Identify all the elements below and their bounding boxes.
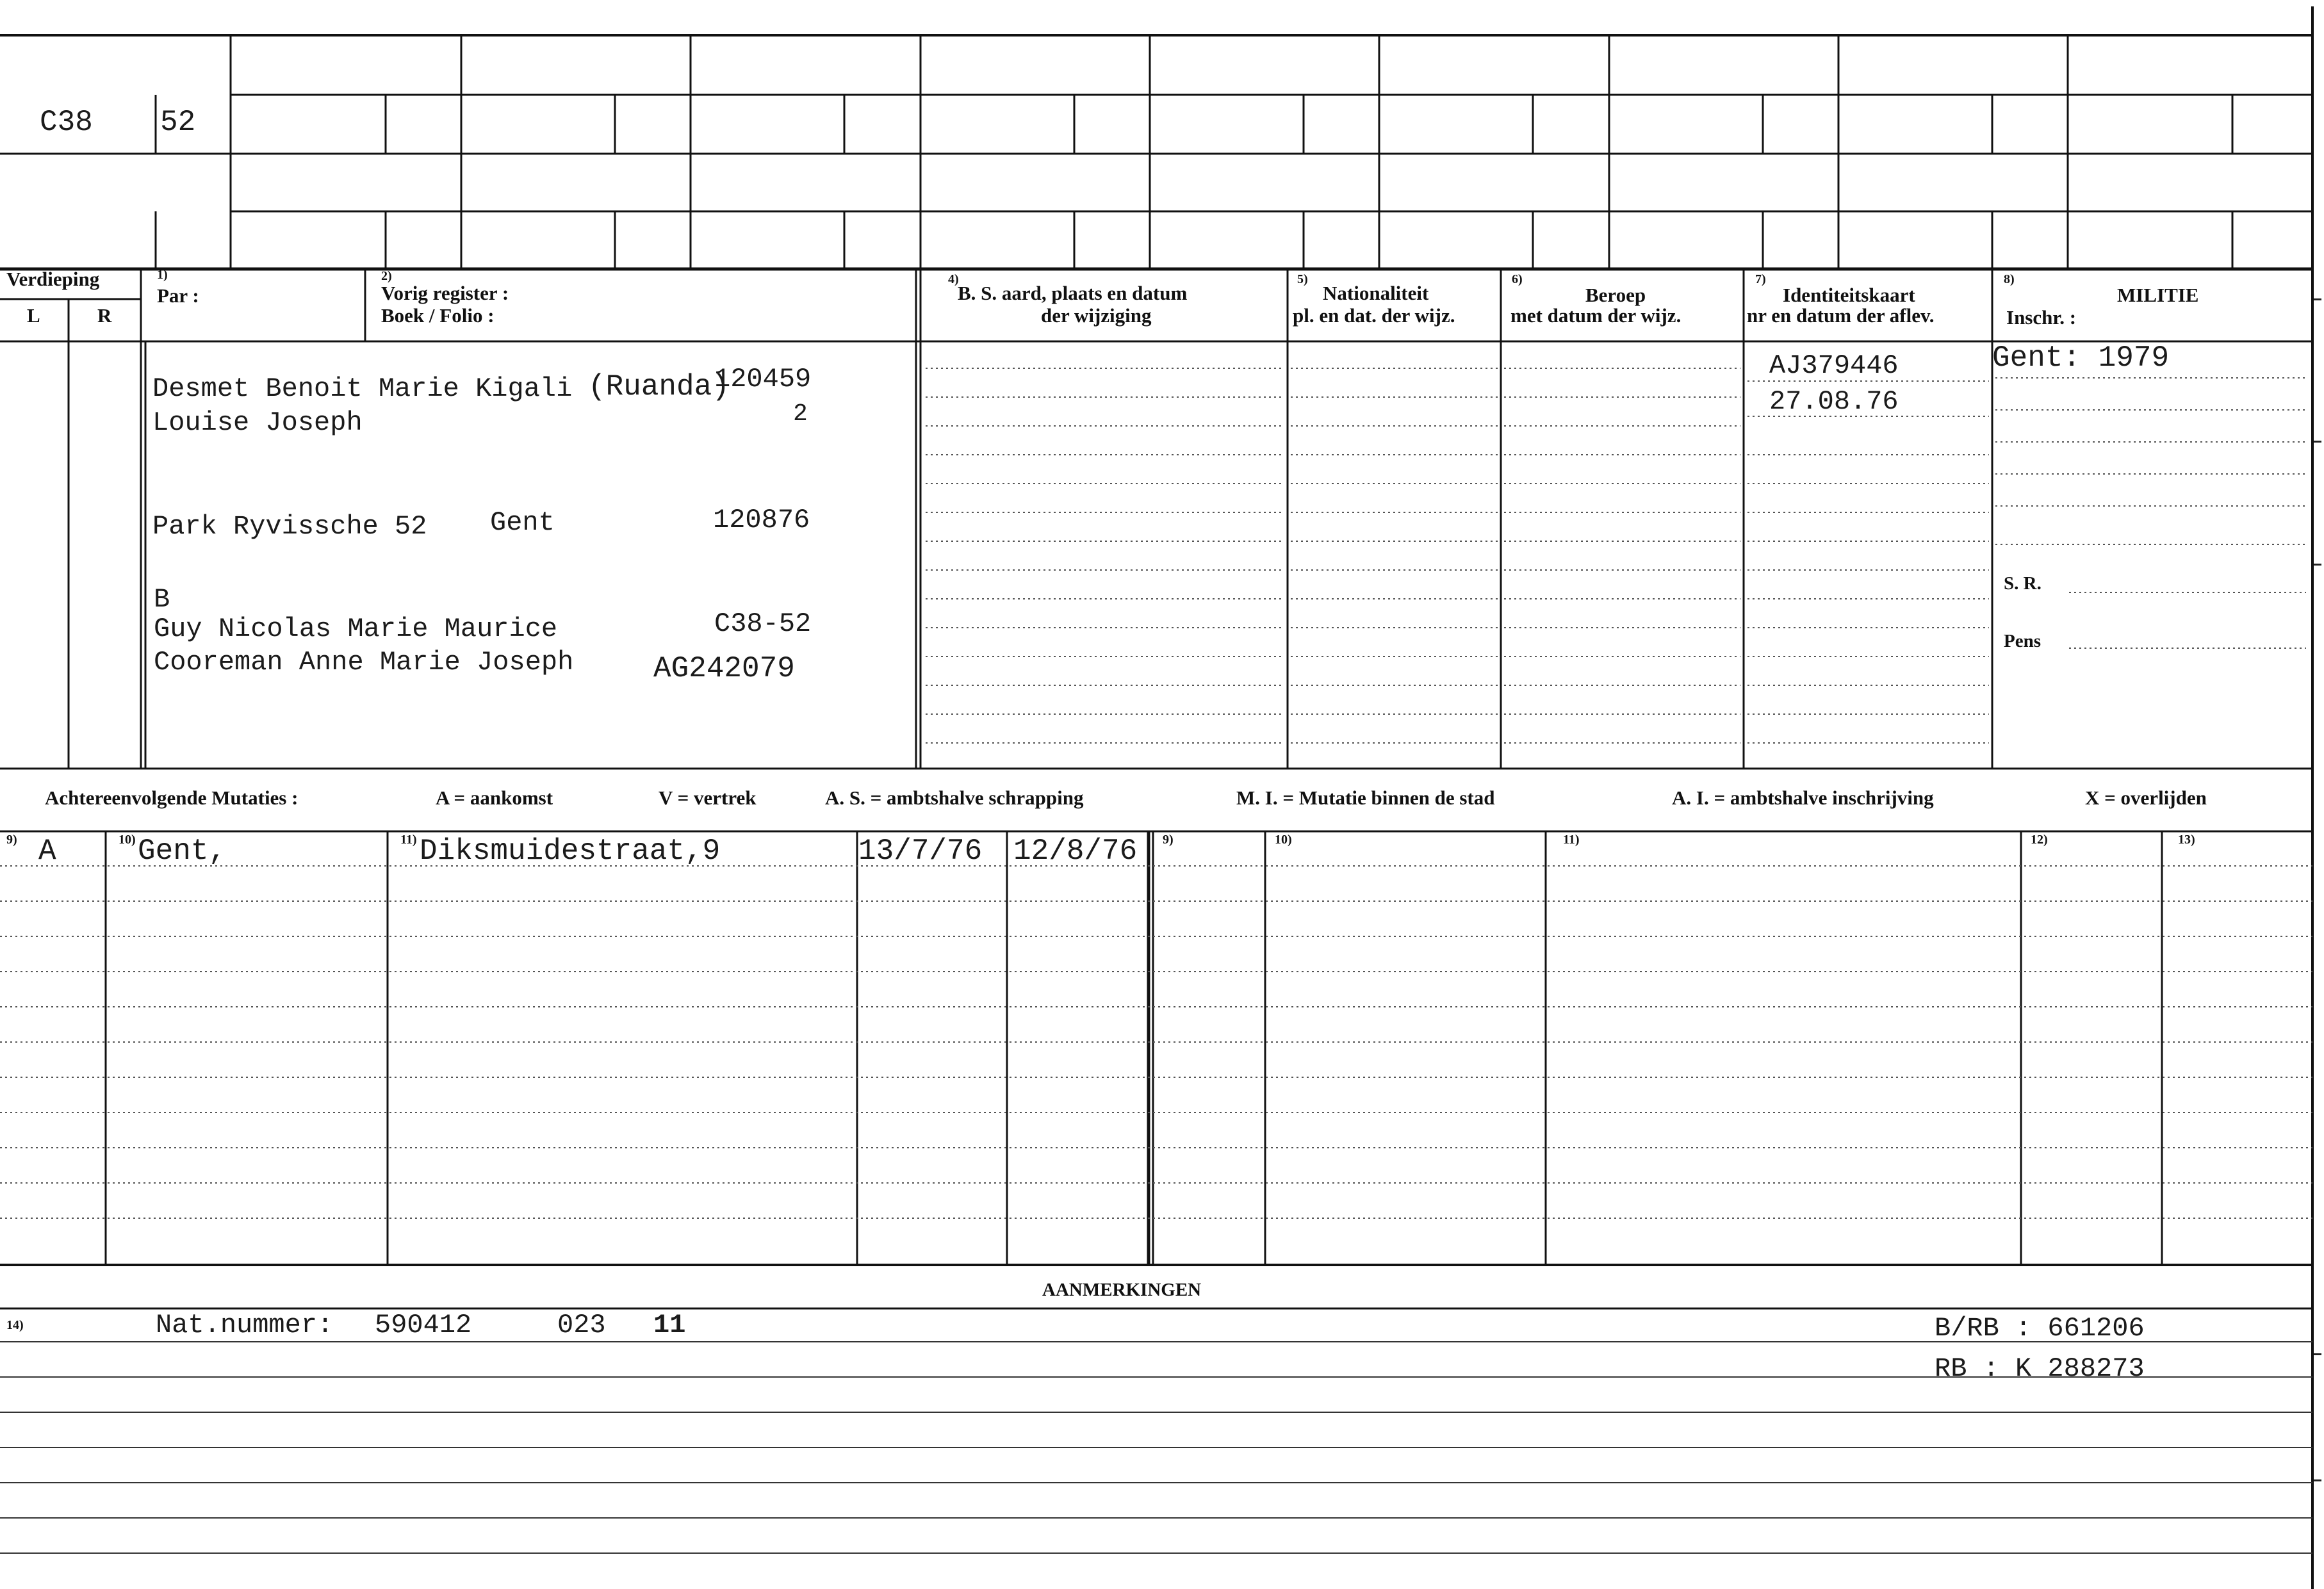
remarks-number: 14) [6, 1318, 24, 1332]
mutation-row1-date1: 13/7/76 [858, 835, 983, 868]
mut-col9b-number: 9) [1163, 833, 1174, 847]
legend-overlijden: X = overlijden [2085, 786, 2207, 809]
mutation-row1-date2: 12/8/76 [1013, 835, 1138, 868]
edge-tick [2314, 564, 2321, 566]
spouse-id: AG242079 [653, 652, 795, 685]
person-line2-code: 2 [793, 400, 808, 428]
mut-col12-number: 12) [2031, 833, 2048, 847]
militie-value: Gent: 1979 [1992, 341, 2170, 375]
spouse-name-line1: Guy Nicolas Marie Maurice [154, 614, 558, 644]
top-code-b: 52 [160, 106, 196, 139]
natnummer-value: 590412 [375, 1310, 472, 1340]
vorig-register-label: Vorig register : [381, 282, 509, 304]
edge-tick [2314, 298, 2321, 300]
id-card-label-line2: nr en datum der aflev. [1747, 304, 1935, 327]
person-address-date: 120876 [713, 505, 810, 535]
edge-tick [2314, 1479, 2321, 1481]
person-name-line1: Desmet Benoit Marie Kigali [152, 373, 573, 404]
bs-label-line2: der wijziging [1041, 304, 1152, 327]
mut-col11b-number: 11) [1563, 833, 1580, 847]
col2-number: 2) [381, 269, 392, 283]
floor-right-label: R [97, 304, 112, 327]
person-birth-date: 120459 [714, 364, 812, 395]
mut-col13-number: 13) [2178, 833, 2195, 847]
col7-number: 7) [1755, 272, 1766, 286]
mut-col10-number: 10) [119, 833, 136, 847]
person-address: Park Ryvissche 52 [152, 511, 427, 542]
rb-value: RB : K 288273 [1935, 1353, 2145, 1384]
natnummer-part2: 023 [557, 1310, 606, 1340]
col5-number: 5) [1297, 272, 1308, 286]
nationality-label-line1: Nationaliteit [1323, 282, 1429, 304]
mut-col10b-number: 10) [1275, 833, 1292, 847]
natnummer-label: Nat.nummer: [156, 1310, 334, 1340]
par-label: Par : [157, 284, 199, 307]
legend-ambtshalve-schrapping: A. S. = ambtshalve schrapping [825, 786, 1084, 809]
brb-value: B/RB : 661206 [1935, 1313, 2145, 1344]
boek-folio-label: Boek / Folio : [381, 304, 495, 327]
verdieping-label: Verdieping [6, 268, 100, 290]
col8-number: 8) [2004, 272, 2015, 286]
sr-label: S. R. [2004, 573, 2042, 594]
col6-number: 6) [1512, 272, 1523, 286]
mut-col9-number: 9) [6, 833, 17, 847]
id-card-label-line1: Identiteitskaart [1783, 284, 1915, 306]
col1-number: 1) [157, 268, 168, 282]
person-birth-country: (Ruanda) [588, 370, 730, 403]
floor-left-label: L [27, 304, 40, 327]
remarks-title: AANMERKINGEN [1042, 1280, 1202, 1300]
beroep-label-line2: met datum der wijz. [1510, 304, 1682, 327]
col4-number: 4) [948, 272, 959, 286]
bs-label-line1: B. S. aard, plaats en datum [958, 282, 1188, 304]
pens-label: Pens [2004, 631, 2041, 651]
legend-vertrek: V = vertrek [659, 786, 757, 809]
id-card-date: 27.08.76 [1769, 386, 1899, 417]
militie-label: MILITIE [2117, 284, 2199, 306]
mut-col11-number: 11) [400, 833, 417, 847]
person-address-city: Gent [490, 507, 555, 538]
spouse-code: C38-52 [714, 608, 812, 639]
nationality-label-line2: pl. en dat. der wijz. [1293, 304, 1455, 327]
legend-ambtshalve-inschrijving: A. I. = ambtshalve inschrijving [1672, 786, 1934, 809]
mutations-title: Achtereenvolgende Mutaties : [45, 786, 299, 809]
edge-tick [2314, 441, 2321, 443]
beroep-label-line1: Beroep [1585, 284, 1646, 306]
id-card-number: AJ379446 [1769, 350, 1899, 381]
mutation-row1-street: Diksmuidestraat,9 [420, 835, 721, 868]
person-letter-b: B [154, 584, 170, 615]
mutation-row1-type: A [38, 835, 56, 868]
natnummer-part3: 11 [653, 1310, 686, 1340]
legend-mutatie-binnen-stad: M. I. = Mutatie binnen de stad [1236, 786, 1495, 809]
mutation-row1-place: Gent, [138, 835, 227, 868]
spouse-name-line2: Cooreman Anne Marie Joseph [154, 647, 574, 678]
inschr-label: Inschr. : [2006, 306, 2077, 329]
person-name-line2: Louise Joseph [152, 407, 363, 438]
top-code-a: C38 [40, 106, 93, 139]
legend-aankomst: A = aankomst [436, 786, 553, 809]
edge-tick [2314, 1353, 2321, 1355]
